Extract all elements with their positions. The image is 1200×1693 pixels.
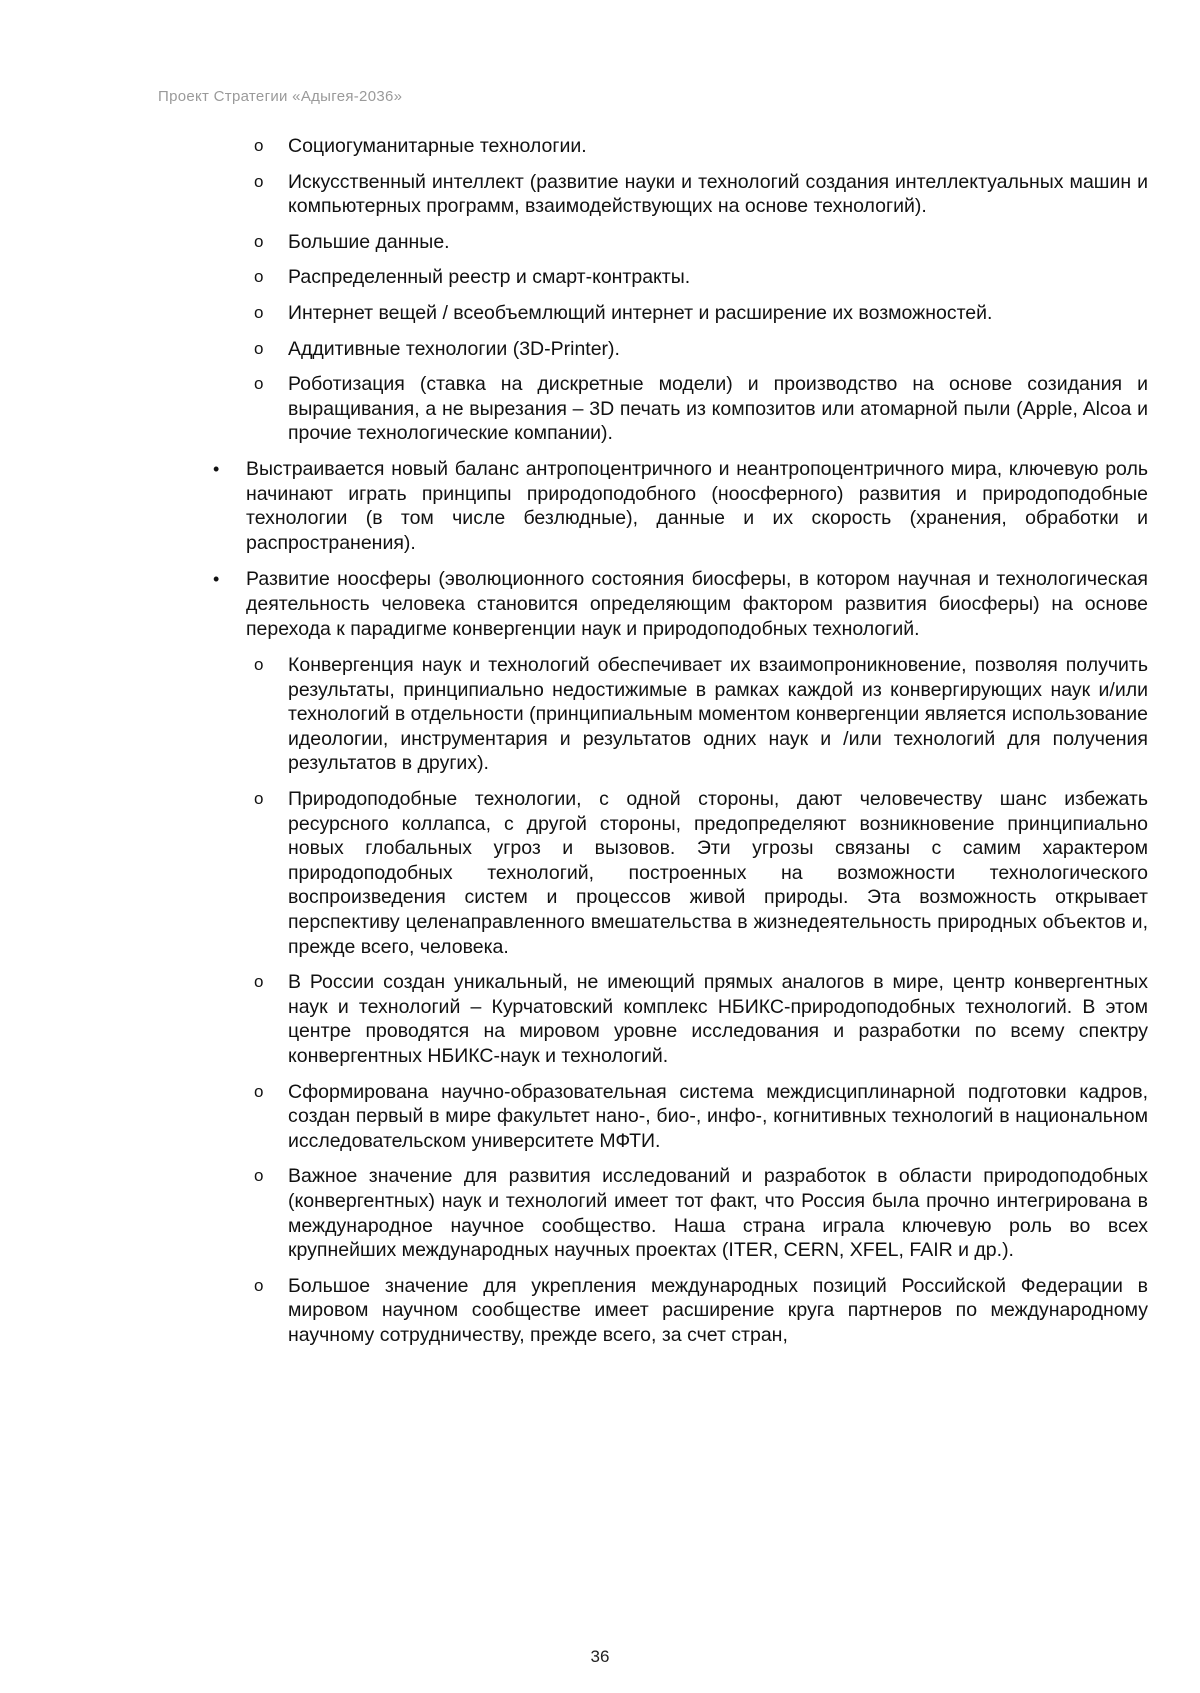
list-item-text: Искусственный интеллект (развитие науки и технологий создания интеллектуальных машин и компьютерных программ, взаимодействующих на основе технологий). <box>288 170 1148 218</box>
list-marker: o <box>254 1275 264 1295</box>
list-item-text: Распределенный реестр и смарт-контракты. <box>288 266 691 289</box>
list-item <box>200 1080 1148 1154</box>
list-item-text: В России создан уникальный, не имеющий прямых аналогов в мире, центр конвергентных наук и технологий – Курчатовский комплекс НБИКС-природоподобных технологий. В этом центре проводятся на мировом уровне исследования и разработки по всему спектру конвергентных НБИКС-наук и технологий. <box>288 971 1148 1067</box>
list-item-text: Важное значение для развития исследований и разработок в области природоподобных (конвергентных) наук и технологий имеет тот факт, что Россия была прочно интегрирована в международное научное сообщество. Наша страна играла ключевую роль во всех крупнейших международных научных проектах (ITER, CERN, XFEL, FAIR и др.). <box>288 1165 1148 1262</box>
list-item <box>200 337 1148 362</box>
list-marker: o <box>254 338 264 358</box>
list-item <box>200 970 1148 1068</box>
list-item <box>200 230 1148 255</box>
list-marker: o <box>254 1166 264 1186</box>
list-item <box>200 653 1148 776</box>
list-marker: o <box>254 789 264 809</box>
bullet-marker: • <box>213 458 220 479</box>
list-item-text: Большие данные. <box>288 230 450 253</box>
list-item <box>200 1274 1148 1348</box>
list-item <box>200 372 1148 446</box>
list-marker: o <box>254 231 264 251</box>
list-item-text: Интернет вещей / всеобъемлющий интернет и расширение их возможностей. <box>288 301 993 324</box>
running-header: Проект Стратегии «Адыгея-2036» <box>158 88 403 105</box>
list-item <box>200 787 1148 959</box>
list-marker: o <box>254 171 264 191</box>
list-marker: o <box>254 972 264 992</box>
list-marker: o <box>254 374 264 394</box>
list-item-text: Социогуманитарные технологии. <box>288 135 587 157</box>
list-marker: o <box>254 1081 264 1101</box>
list-item-text: Природоподобные технологии, с одной стороны, дают человечеству шанс избежать ресурсного коллапса, с другой стороны, предопределяют возникновение принципиально новых глобальных угроз и вызовов. Эти угрозы связаны с самим характером природоподобных технологий, построенных на возможности технологического воспроизведения систем и процессов живой природы. Эта возможность открывает перспективу целенаправленного вмешательства в жизнедеятельность природных объектов и, прежде всего, человека. <box>288 788 1148 958</box>
bullet-item-text: Развитие ноосферы (эволюционного состояния биосферы, в котором научная и технологическая деятельность человека становится определяющим фактором развития биосферы) на основе перехода к парадигме конвергенции наук и природоподобных технологий. <box>246 568 1148 640</box>
list-item <box>200 1164 1148 1262</box>
page-number: 36 <box>590 1647 610 1666</box>
list-item <box>200 134 1148 159</box>
list-item <box>200 170 1148 219</box>
list-marker: o <box>254 655 264 675</box>
list-item-text: Аддитивные технологии (3D-Printer). <box>288 337 620 360</box>
list-item-text: Конвергенция наук и технологий обеспечивает их взаимопроникновение, позволяя получить результаты, принципиально недостижимые в рамках каждой из конвергирующих наук и/или технологий в отдельности (принципиальным моментом конвергенции является использование идеологии, инструментария и результатов одних наук и /или технологий для получения результатов в других). <box>288 654 1148 775</box>
list-marker: o <box>254 267 264 287</box>
page-body <box>200 134 1148 1359</box>
list-item-text: Большое значение для укрепления международных позиций Российской Федерации в мировом научном сообществе имеет расширение круга партнеров по международному научному сотрудничеству, прежде всего, за счет стран, <box>288 1274 1148 1346</box>
list-item-text: Сформирована научно-образовательная система междисциплинарной подготовки кадров, создан первый в мире факультет нано-, био-, инфо-, когнитивных технологий в национальном исследовательском университете МФТИ. <box>288 1080 1148 1152</box>
list-item <box>200 301 1148 326</box>
list-marker: o <box>254 302 264 322</box>
list-item <box>200 265 1148 290</box>
list-item-text: Роботизация (ставка на дискретные модели) и производство на основе созидания и выращивания, а не вырезания – 3D печать из композитов или атомарной пыли (Apple, Alcoa и прочие технологические компании). <box>288 373 1148 445</box>
bullet-item <box>200 457 1148 555</box>
bullet-marker: • <box>213 569 220 590</box>
bullet-item-text: Выстраивается новый баланс антропоцентричного и неантропоцентричного мира, ключевую роль начинают играть принципы природоподобного (ноосферного) развития и природоподобные технологии (в том числе безлюдные), данные и их скорость (хранения, обработки и распространения). <box>246 457 1148 554</box>
list-marker: o <box>254 136 264 155</box>
bullet-item <box>200 567 1148 641</box>
